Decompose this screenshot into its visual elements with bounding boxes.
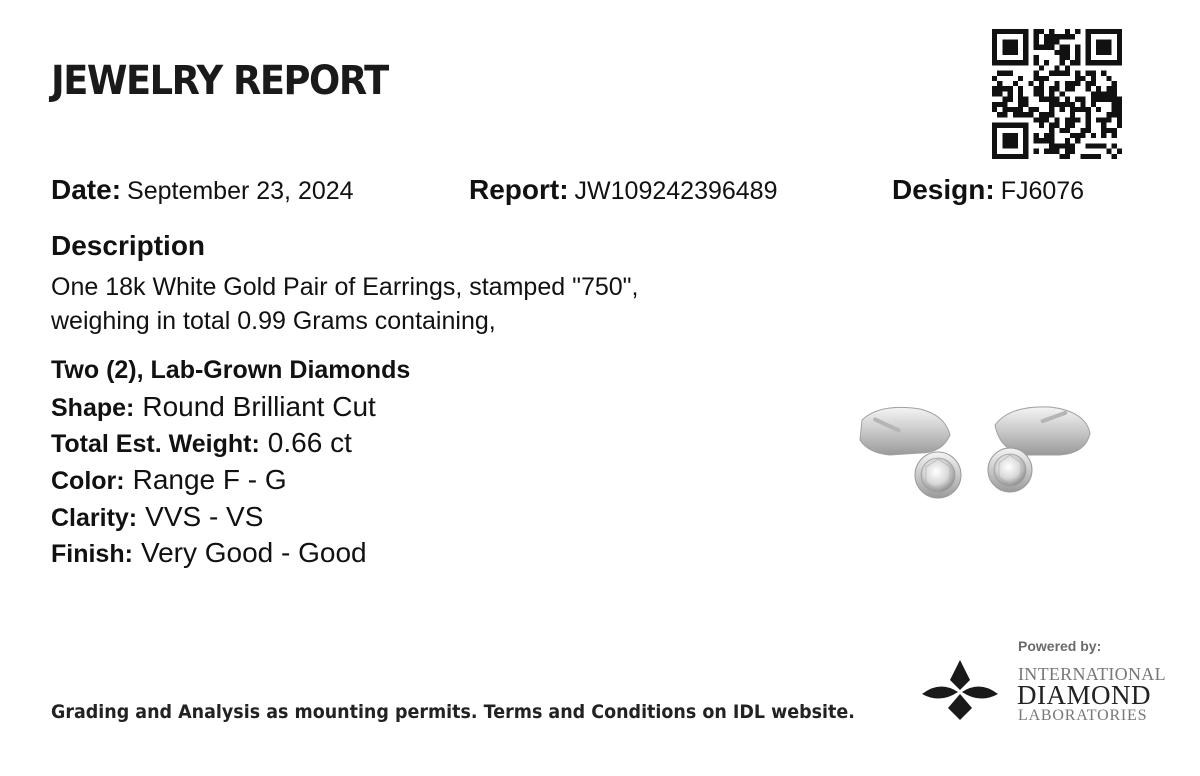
spec-label: Total Est. Weight:: [51, 430, 260, 458]
design-field: [892, 174, 1084, 206]
logo-text-laboratories: LABORATORIES: [1018, 707, 1148, 724]
terms-footer: Grading and Analysis as mounting permits. Terms and Conditions on IDL website.: [51, 701, 855, 723]
earrings-photo: [850, 395, 1100, 510]
spec-value: Round Brilliant Cut: [142, 391, 376, 422]
report-title: JEWELRY REPORT: [51, 58, 388, 104]
report-field: [469, 174, 778, 206]
powered-by-label: Powered by:: [1018, 638, 1102, 654]
description-line: One 18k White Gold Pair of Earrings, stamped "750",: [51, 273, 639, 301]
stones-heading: Two (2), Lab-Grown Diamonds: [51, 356, 411, 384]
spec-value: VVS - VS: [145, 501, 264, 532]
spec-clarity: [51, 501, 263, 533]
qr-code-icon[interactable]: [992, 29, 1122, 159]
spec-value: 0.66 ct: [267, 427, 352, 458]
spec-shape: [51, 391, 376, 423]
spec-label: Finish:: [51, 540, 133, 568]
spec-weight: [51, 427, 352, 459]
diamond-leaf-logo-icon: [920, 658, 1000, 722]
spec-label: Clarity:: [51, 504, 138, 532]
description-heading: Description: [51, 230, 206, 261]
spec-value: Very Good - Good: [140, 537, 367, 568]
logo-text-international: INTERNATIONAL: [1018, 664, 1166, 684]
report-number: JW109242396489: [574, 177, 778, 205]
description-line: weighing in total 0.99 Grams containing,: [51, 307, 496, 335]
date-field: [51, 174, 354, 206]
date-value: September 23, 2024: [127, 177, 354, 205]
spec-value: Range F - G: [132, 464, 287, 495]
date-label: Date:: [51, 174, 122, 205]
report-label: Report:: [469, 174, 569, 205]
logo-text-diamond: DIAMOND: [1017, 680, 1151, 710]
spec-color: [51, 464, 287, 496]
spec-finish: [51, 537, 367, 569]
spec-label: Color:: [51, 467, 125, 495]
spec-label: Shape:: [51, 394, 135, 422]
design-value: FJ6076: [1000, 177, 1085, 205]
design-label: Design:: [892, 174, 995, 205]
